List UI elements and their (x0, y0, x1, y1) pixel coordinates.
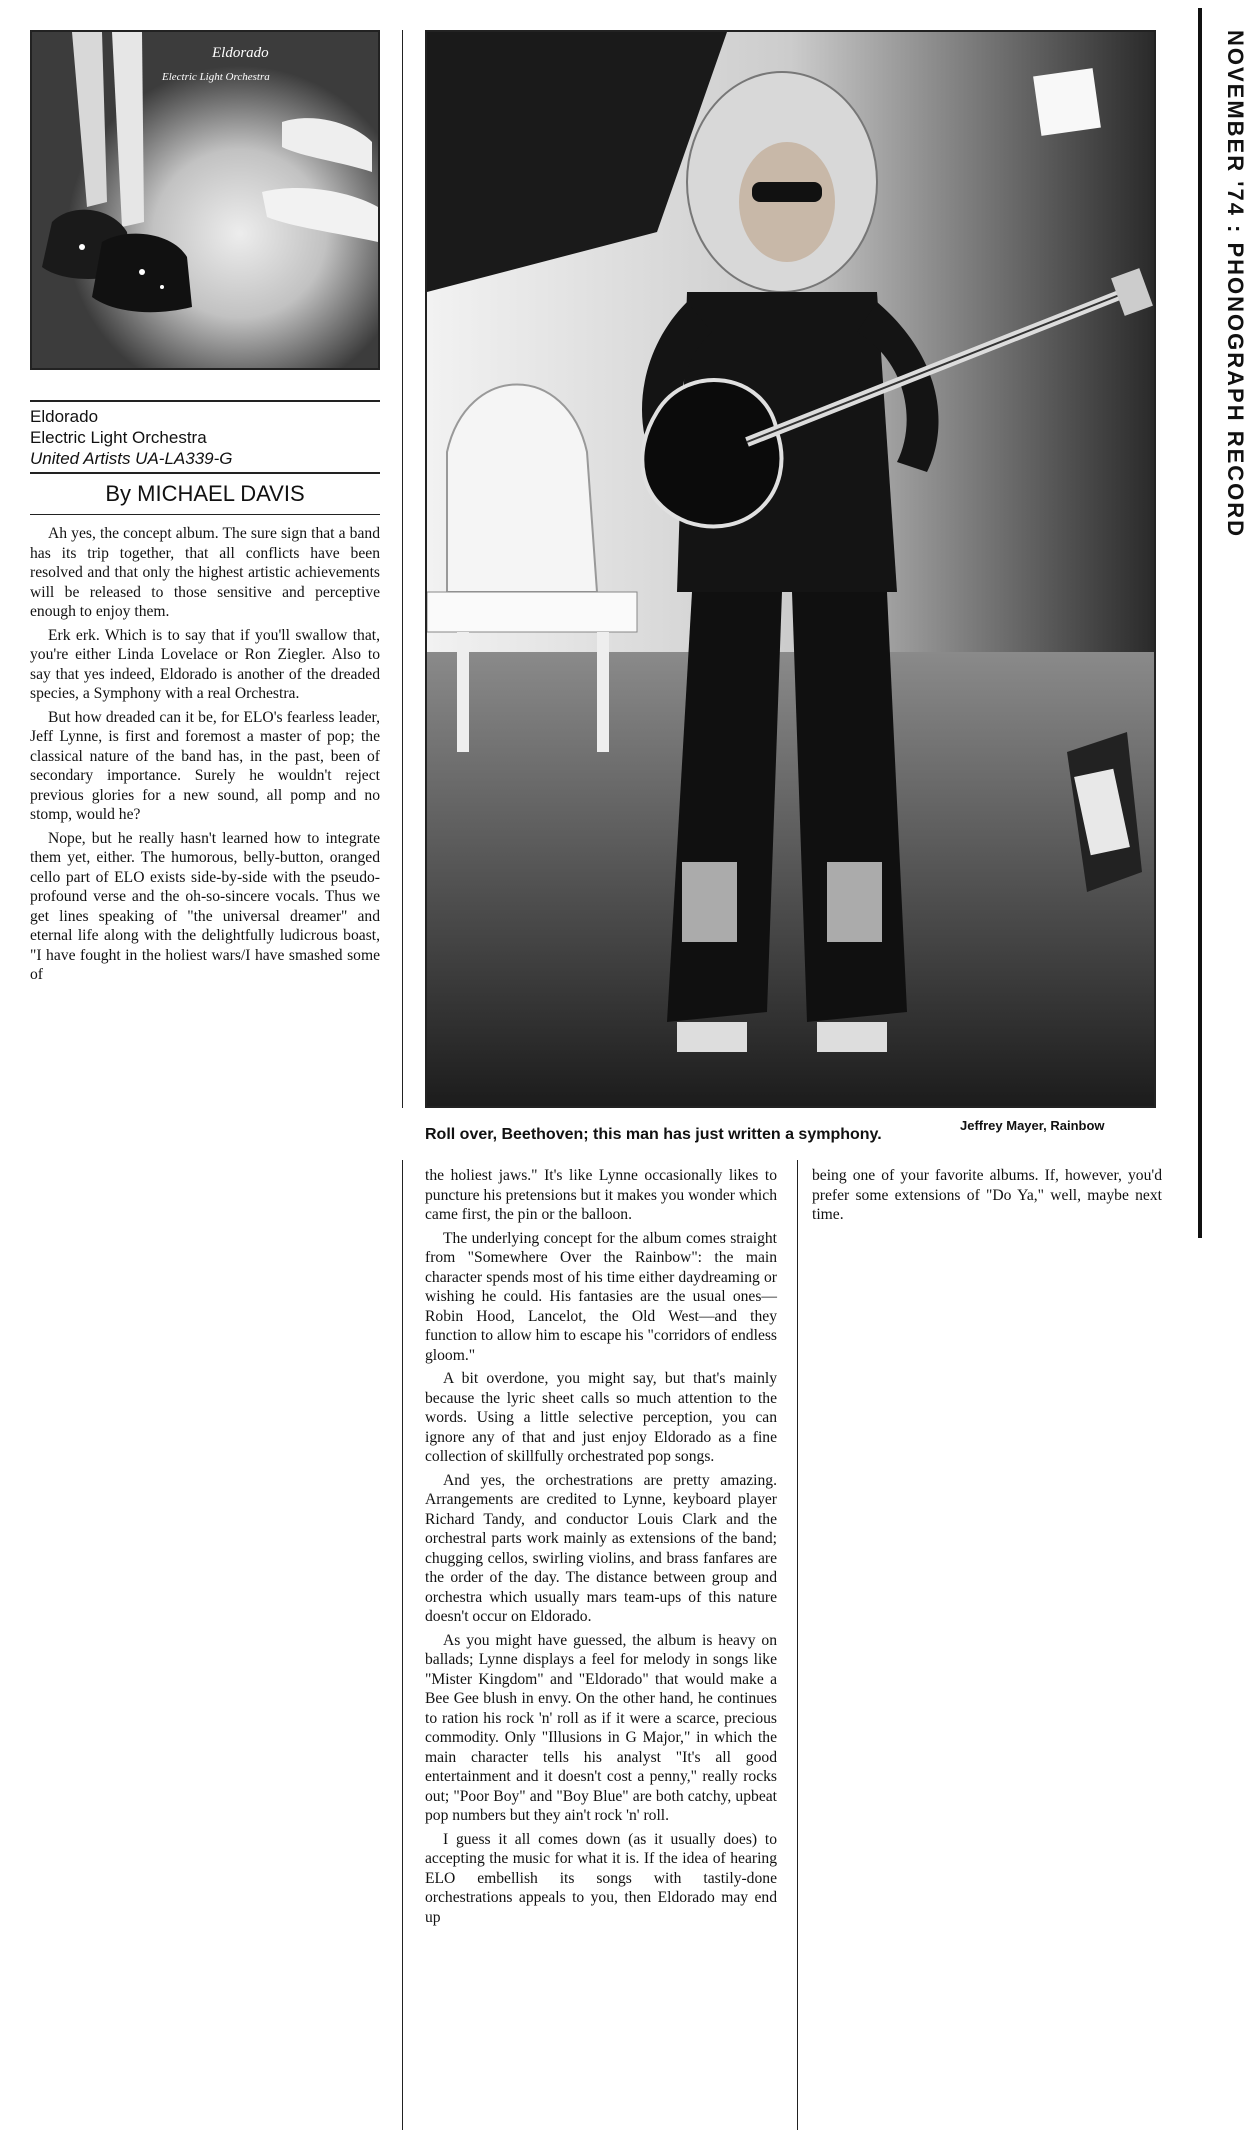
byline: By MICHAEL DAVIS (105, 481, 305, 506)
cover-subtitle: Electric Light Orchestra (162, 71, 270, 83)
paragraph: I guess it all comes down (as it usually does) to accepting the music for what it is. If the idea of hearing ELO embellish its songs with tastily-done orchestrations appeals to you, then Eldorado may end up (425, 1830, 777, 1926)
paragraph: And yes, the orchestrations are pretty amazing. Arrangements are credited to Lynne, keyboard player Richard Tandy, and conductor Louis Clark and the orchestral parts work mainly as extensions of the band; chugging cellos, swirling violins, and brass fanfares are the order of the day. The distance between group and orchestra which usually mars team-ups of this nature doesn't occur on Eldorado. (425, 1471, 777, 1625)
divider (30, 514, 380, 515)
album-title: Eldorado (30, 407, 99, 426)
divider (30, 400, 380, 402)
sidebar-rule (1198, 8, 1202, 1238)
column-divider (402, 1160, 403, 2130)
paragraph: Nope, but he really hasn't learned how to integrate them yet, either. The humorous, belly-button, oranged cello part of ELO exists side-by-side with the pseudo-profound verse and the oh-so-sincere vocals. Thus we get lines speaking of "the universal dreamer" and eternal life along with the delightfully ludicrous boast, "I have fought in the holiest wars/I have smashed some of (30, 829, 380, 983)
paragraph: Ah yes, the concept album. The sure sign that a band has its trip together, that all conflicts have been resolved and that only the highest artistic achievements will be released to those sensitive and perceptive enough to enjoy them. (30, 525, 380, 620)
article-column-1 (30, 524, 380, 989)
column-divider (797, 1160, 798, 2130)
performer-photo (425, 30, 1156, 1108)
sidebar-title: NOVEMBER '74 : PHONOGRAPH RECORD (1223, 30, 1248, 539)
paragraph: As you might have guessed, the album is heavy on ballads; Lynne displays a feel for melody in songs like "Mister Kingdom" and "Eldorado" that would make a Bee Gee blush in envy. On the other hand, he continues to ration his rock 'n' roll as if it were a scarce, precious commodity. Only "Illusions in G Major," in which the main character tells his analyst "It's all good entertainment and it doesn't cost a penny," really rocks out; "Poor Boy" and "Boy Blue" are both catchy, upbeat pop numbers but they ain't rock 'n' roll. (425, 1631, 777, 1824)
album-cover (30, 30, 380, 370)
divider (30, 472, 380, 474)
album-label: United Artists UA-LA339-G (30, 449, 233, 468)
cover-title: Eldorado (212, 45, 269, 61)
paragraph: Erk erk. Which is to say that if you'll swallow that, you're either Linda Lovelace or Ron Ziegler. Also to say that yes indeed, Eldorado is another of the dreaded species, a Symphony with a real Orchestra. (30, 626, 380, 702)
column-divider (402, 30, 403, 1108)
article-column-2 (425, 1166, 777, 1931)
paragraph: But how dreaded can it be, for ELO's fearless leader, Jeff Lynne, is first and foremost a master of pop; the classical nature of the band has, in the past, been of secondary importance. Surely he wouldn't reject previous glories for a new sound, all pomp and no stomp, would he? (30, 708, 380, 823)
album-info (30, 406, 380, 469)
photo-credit: Jeffrey Mayer, Rainbow (960, 1118, 1105, 1133)
paragraph: the holiest jaws." It's like Lynne occasionally likes to puncture his pretensions but it makes you wonder which came first, the pin or the balloon. (425, 1167, 777, 1223)
album-artist: Electric Light Orchestra (30, 428, 207, 447)
paragraph: A bit overdone, you might say, but that's mainly because the lyric sheet calls so much attention to the words. Using a little selective perception, you can ignore any of that and just enjoy Eldorado as a fine collection of skillfully orchestrated pop songs. (425, 1370, 777, 1465)
paragraph: being one of your favorite albums. If, however, you'd prefer some extensions of "Do Ya," well, maybe next time. (812, 1167, 1162, 1223)
photo-caption: Roll over, Beethoven; this man has just written a symphony. (425, 1126, 882, 1143)
paragraph: The underlying concept for the album comes straight from "Somewhere Over the Rainbow": the main character spends most of his time either daydreaming or wishing he could. His fantasies are the usual ones—Robin Hood, Lancelot, the Old West—and they function to allow him to escape his "corridors of endless gloom." (425, 1229, 777, 1364)
article-column-3 (812, 1166, 1162, 1229)
